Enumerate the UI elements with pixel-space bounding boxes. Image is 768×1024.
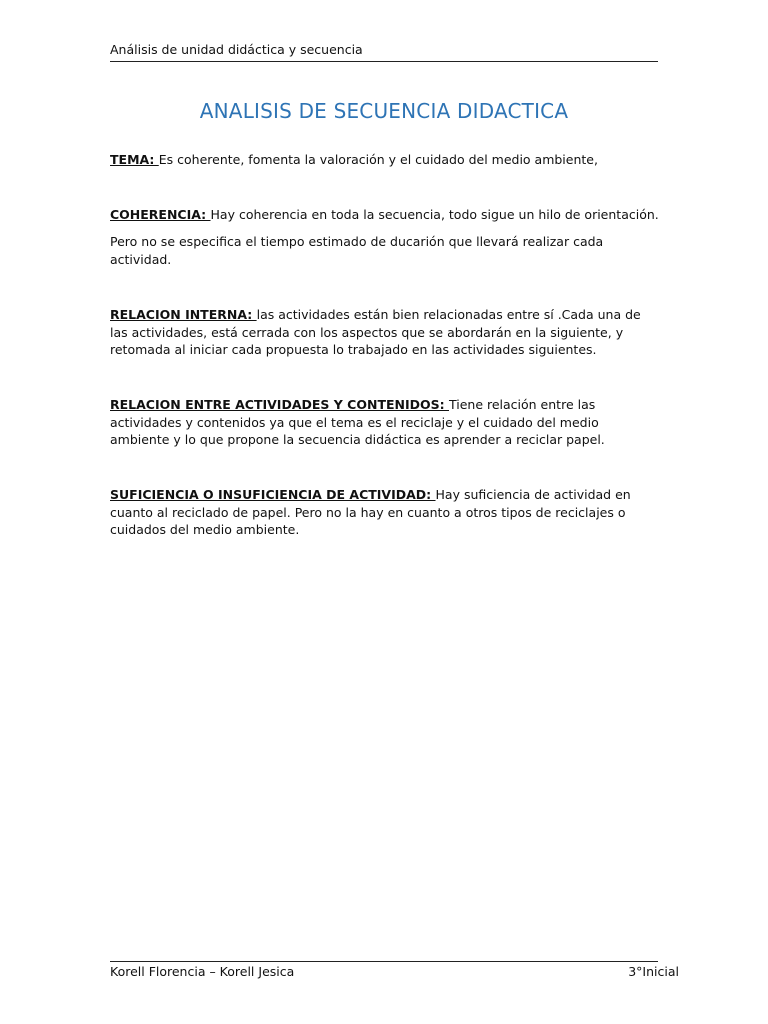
- document-body: [110, 151, 660, 539]
- page-header: Análisis de unidad didáctica y secuencia: [110, 42, 363, 57]
- document-title: ANALISIS DE SECUENCIA DIDACTICA: [199, 99, 569, 123]
- footer-course: 3°Inicial: [628, 964, 679, 979]
- section-text: Es coherente, fomenta la valoración y el cuidado del medio ambiente,: [158, 152, 598, 167]
- footer-rule: [110, 961, 658, 962]
- section-label: RELACION ENTRE ACTIVIDADES Y CONTENIDOS:: [110, 396, 449, 412]
- section-text: Hay suficiencia de actividad en cuanto al reciclado de papel. Pero no la hay en cuanto a otros tipos de reciclajes o cuidados del medio ambiente.: [110, 487, 631, 538]
- section-text: las actividades están bien relacionadas entre sí .Cada una de las actividades, está cerrada con los aspectos que se abordarán en la siguiente, y retomada al iniciar cada propuesta lo trabajado en las actividades siguientes.: [110, 306, 641, 358]
- section-coherencia: [110, 206, 660, 224]
- section-label: TEMA:: [110, 152, 159, 167]
- footer-authors: Korell Florencia – Korell Jesica: [110, 964, 295, 979]
- section-tema: [110, 151, 660, 169]
- section-relacion-actividades-contenidos: [110, 396, 660, 449]
- section-suficiencia: [110, 486, 660, 539]
- section-text: Tiene relación entre las actividades y contenidos ya que el tema es el reciclaje y el cuidado del medio ambiente y lo que propone la secuencia didáctica es aprender a reciclar papel.: [110, 396, 605, 448]
- section-label: RELACION INTERNA:: [110, 306, 257, 322]
- section-coherencia-extra: Pero no se especifica el tiempo estimado de ducarión que llevará realizar cada actividad.: [110, 234, 604, 268]
- section-label: SUFICIENCIA O INSUFICIENCIA DE ACTIVIDAD:: [110, 487, 436, 503]
- section-label: COHERENCIA:: [110, 206, 211, 222]
- section-text: Hay coherencia en toda la secuencia, todo sigue un hilo de orientación.: [210, 206, 659, 222]
- section-relacion-interna: [110, 306, 660, 359]
- header-rule: [110, 61, 658, 62]
